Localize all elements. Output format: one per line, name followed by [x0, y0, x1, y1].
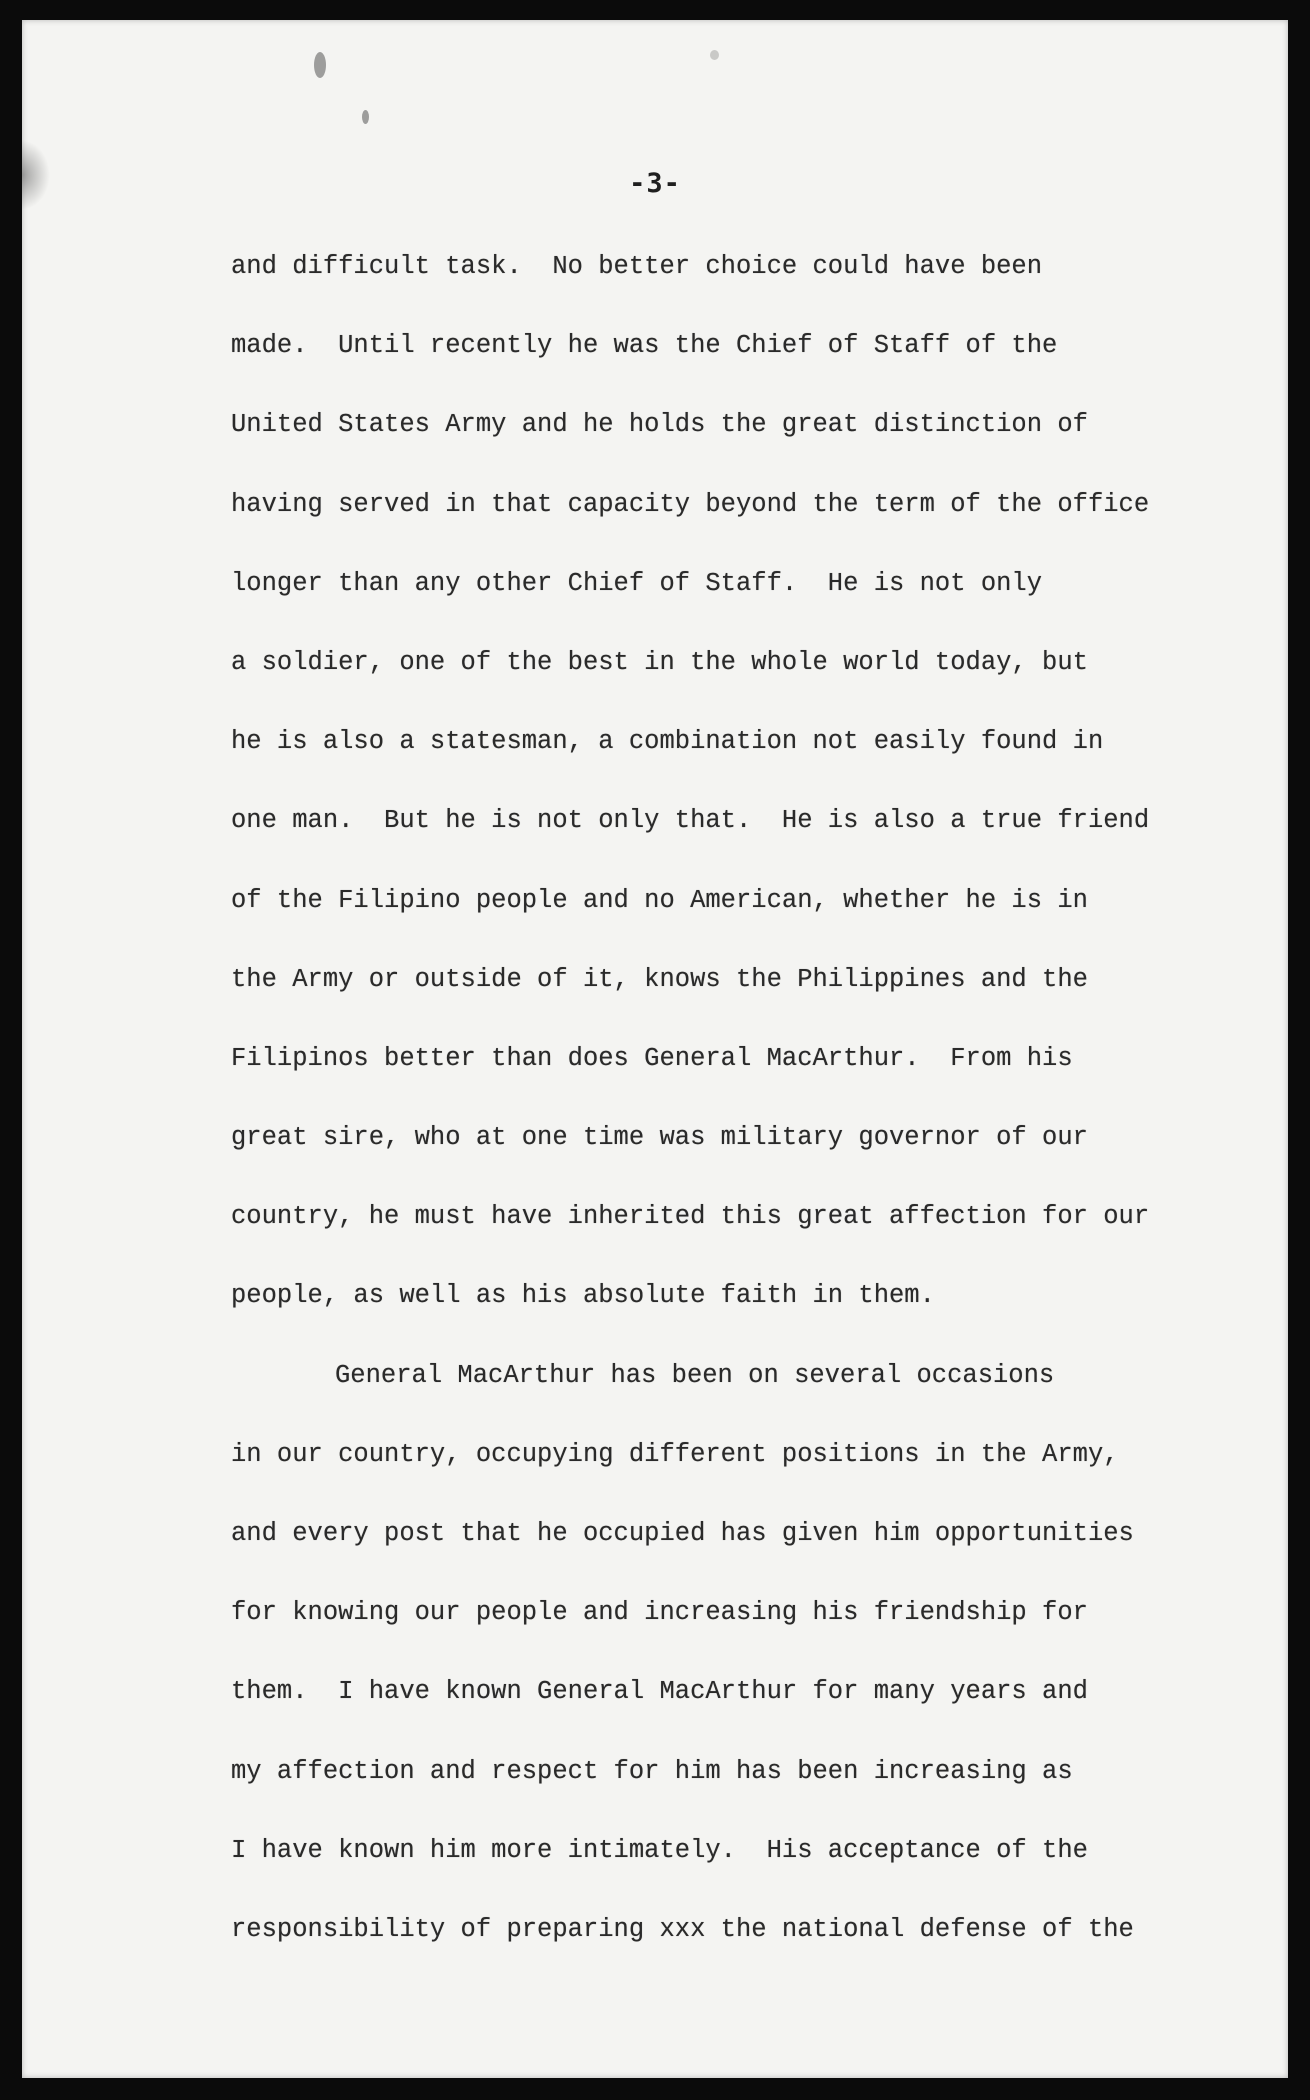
- text-line: responsibility of preparing xxx the national defense of the: [231, 1914, 1134, 1944]
- text-line: General MacArthur has been on several occasions: [335, 1360, 1055, 1390]
- document-body: [231, 246, 1241, 1988]
- text-line: the Army or outside of it, knows the Philippines and the: [231, 964, 1088, 994]
- text-line: and difficult task. No better choice could have been: [231, 252, 1043, 281]
- text-line: people, as well as his absolute faith in them.: [231, 1281, 935, 1311]
- text-line: Filipinos better than does General MacArthur. From his: [231, 1043, 1073, 1073]
- text-line: I have known him more intimately. His acceptance of the: [231, 1835, 1088, 1865]
- text-line: of the Filipino people and no American, whether he is in: [231, 885, 1088, 915]
- text-line: a soldier, one of the best in the whole world today, but: [231, 647, 1088, 677]
- ink-speck: [314, 52, 326, 78]
- text-line: made. Until recently he was the Chief of Staff of the: [231, 331, 1058, 361]
- text-line: and every post that he occupied has given him opportunities: [231, 1519, 1134, 1548]
- document-page: [22, 20, 1288, 2078]
- text-line: my affection and respect for him has been increasing as: [231, 1756, 1073, 1786]
- text-line: great sire, who at one time was military governor of our: [231, 1123, 1088, 1153]
- ink-speck: [362, 110, 369, 124]
- text-line: longer than any other Chief of Staff. He is not only: [231, 568, 1043, 598]
- text-line: he is also a statesman, a combination not easily found in: [231, 727, 1104, 757]
- paragraph-2: [231, 1355, 1241, 1989]
- page-number: -3-: [629, 168, 681, 199]
- text-line: having served in that capacity beyond the term of the office: [231, 489, 1150, 519]
- ink-speck: [710, 50, 719, 60]
- text-line: in our country, occupying different positions in the Army,: [231, 1439, 1119, 1469]
- text-line: one man. But he is not only that. He is also a true friend: [231, 806, 1150, 836]
- paragraph-1: [231, 246, 1241, 1355]
- text-line: them. I have known General MacArthur for many years and: [231, 1677, 1088, 1707]
- text-line: country, he must have inherited this great affection for our: [231, 1202, 1150, 1232]
- text-line: United States Army and he holds the great distinction of: [231, 410, 1088, 440]
- text-line: for knowing our people and increasing his friendship for: [231, 1598, 1088, 1628]
